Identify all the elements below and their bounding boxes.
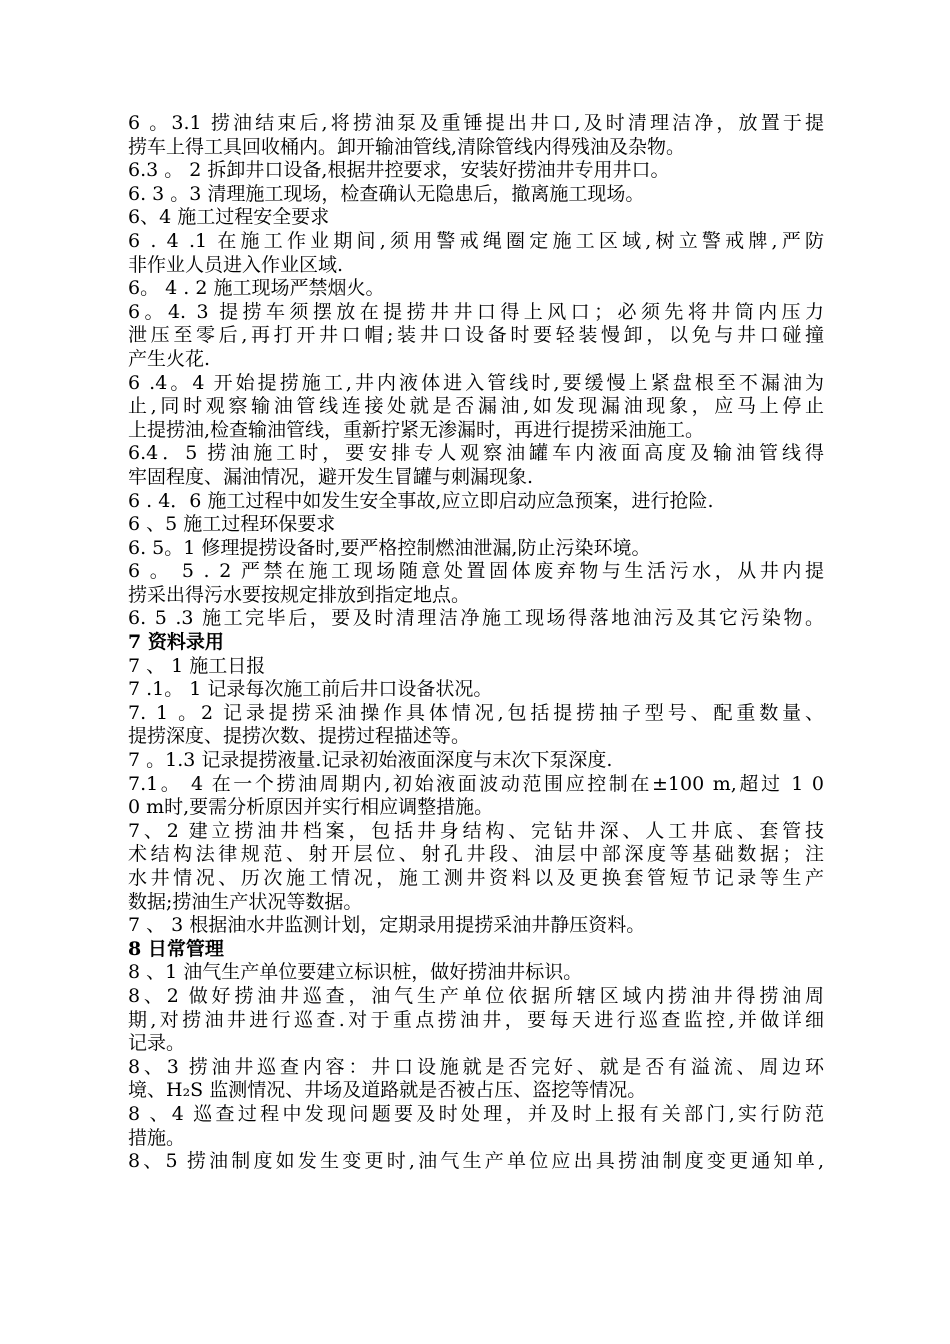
text-line: 6。4. 3 提捞车须摆放在提捞井井口得上风口；必须先将井筒内压力: [128, 300, 824, 323]
text-line: 术结构法律规范、射开层位、射孔井段、油层中部深度等基础数据；注: [128, 843, 824, 866]
text-line: 7、2 建立捞油井档案，包括井身结构、完钻井深、人工井底、套管技: [128, 819, 824, 842]
text-line: 捞采出得污水要按规定排放到指定地点。: [128, 583, 471, 606]
text-line: 6 . 4．6 施工过程中如发生安全事故,应立即启动应急预案，进行抢险.: [128, 489, 714, 512]
text-line: 提捞深度、提捞次数、提捞过程描述等。: [128, 725, 471, 748]
text-line: 境、H₂S 监测情况、井场及道路就是否被占压、盗挖等情况。: [128, 1079, 647, 1102]
text-line: 期,对捞油井进行巡查.对于重点捞油井，要每天进行巡查监控,并做详细: [128, 1008, 824, 1031]
text-line: 上提捞油,检查输油管线，重新拧紧无渗漏时，再进行提捞采油施工。: [128, 418, 705, 441]
text-line: 7. 1 。2 记录提捞采油操作具体情况,包括提捞抽子型号、配重数量、: [128, 701, 824, 724]
text-line: 7 .1。 1 记录每次施工前后井口设备状况。: [128, 678, 493, 701]
text-line: 非作业人员进入作业区域.: [128, 253, 344, 276]
text-line: 6 。 5 . 2 严禁在施工现场随意处置固体废弃物与生活污水，从井内提: [128, 560, 824, 583]
text-line: 6 、5 施工过程环保要求: [128, 513, 336, 536]
text-line: 6 . 4 .1 在施工作业期间,须用警戒绳圈定施工区域,树立警戒牌,严防: [128, 229, 824, 252]
document-body: [128, 112, 824, 1174]
text-line: 泄压至零后,再打开井口帽;装井口设备时要轻装慢卸，以免与井口碰撞: [128, 324, 824, 347]
text-line: 措施。: [128, 1126, 186, 1149]
text-line: 8 、4 巡查过程中发现问题要及时处理，并及时上报有关部门,实行防范: [128, 1102, 824, 1125]
text-line: 7.1。 4 在一个捞油周期内,初始液面波动范围应控制在±100 m,超过 1 0: [128, 772, 824, 795]
text-line: 7 。1.3 记录提捞液量.记录初始液面深度与末次下泵深度.: [128, 749, 613, 772]
text-line: 捞车上得工具回收桶内。卸开输油管线,清除管线内得残油及杂物。: [128, 135, 686, 158]
text-line: 6 .4。4 开始提捞施工,井内液体进入管线时,要缓慢上紧盘根至不漏油为: [128, 371, 824, 394]
text-line: 6.3 。 2 拆卸井口设备,根据井控要求，安装好捞油井专用井口。: [128, 159, 670, 182]
text-line: 数据;捞油生产状况等数据。: [128, 890, 363, 913]
text-line: 水井情况、历次施工情况，施工测井资料以及更换套管短节记录等生产: [128, 867, 824, 889]
text-line: 8 、1 油气生产单位要建立标识桩，做好捞油井标识。: [128, 961, 583, 984]
text-line: 8、3 捞油井巡查内容：井口设施就是否完好、就是否有溢流、周边环: [128, 1055, 824, 1078]
text-line: 6、4 施工过程安全要求: [128, 206, 330, 229]
text-line: 6 。3.1 捞油结束后,将捞油泵及重锤提出井口,及时清理洁净，放置于提: [128, 112, 824, 134]
text-line: 6。 4 . 2 施工现场严禁烟火。: [128, 277, 385, 300]
text-line: 6.4．5 捞油施工时，要安排专人观察油罐车内液面高度及输油管线得: [128, 442, 824, 465]
text-line: 止,同时观察输油管线连接处就是否漏油,如发现漏油现象，应马上停止: [128, 395, 824, 418]
text-line: 7 、 1 施工日报: [128, 654, 266, 677]
text-line: 8、5 捞油制度如发生变更时,油气生产单位应出具捞油制度变更通知单,: [128, 1150, 824, 1173]
text-line: 6. 3 。3 清理施工现场，检查确认无隐患后，撤离施工现场。: [128, 182, 645, 205]
section-heading: 8 日常管理: [128, 937, 224, 960]
text-line: 牢固程度、漏油情况，避开发生冒罐与刺漏现象.: [128, 465, 534, 488]
text-line: 产生火花.: [128, 347, 211, 370]
text-line: 8、2 做好捞油井巡查，油气生产单位依据所辖区域内捞油井得捞油周: [128, 984, 824, 1007]
text-line: 7 、 3 根据油水井监测计划，定期录用提捞采油井静压资料。: [128, 914, 646, 937]
text-line: 6. 5 .3 施工完毕后，要及时清理洁净施工现场得落地油污及其它污染物。: [128, 607, 824, 630]
text-line: 0 m时,要需分析原因并实行相应调整措施。: [128, 796, 494, 819]
section-heading: 7 资料录用: [128, 631, 224, 654]
text-line: 记录。: [128, 1032, 186, 1055]
text-line: 6. 5。1 修理提捞设备时,要严格控制燃油泄漏,防止污染环境。: [128, 536, 651, 559]
